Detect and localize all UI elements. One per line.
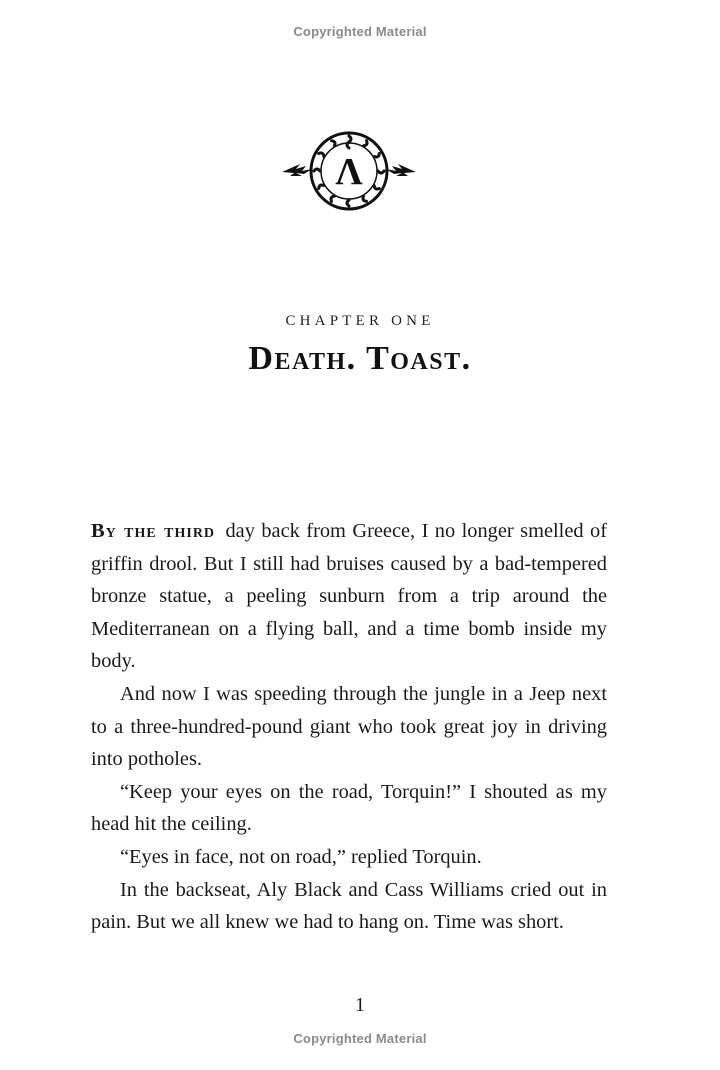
chapter-body (91, 515, 607, 939)
right-flourish-icon (386, 164, 416, 176)
lambda-wreath-emblem-icon (276, 124, 422, 216)
page-number: 1 (355, 994, 365, 1016)
paragraph-3: “Keep your eyes on the road, Torquin!” I shouted as my head hit the ceiling. (91, 780, 607, 836)
paragraph-4: “Eyes in face, not on road,” replied Torquin. (120, 845, 482, 868)
copyright-header: Copyrighted Material (293, 24, 427, 39)
chapter-number-label: CHAPTER ONE (285, 313, 435, 329)
copyright-footer: Copyrighted Material (293, 1031, 427, 1046)
lead-in-text: By the third (91, 520, 216, 542)
chapter-title: Death. Toast. (248, 340, 472, 377)
paragraph-1 (91, 515, 607, 678)
paragraph-2: And now I was speeding through the jungle in a Jeep next to a three-hundred-pound giant who took great joy in driving into potholes. (91, 682, 607, 771)
paragraph-1-text: day back from Greece, I no longer smelled of griffin drool. But I still had bruises caused by a bad-tempered bronze statue, a peeling sunburn from a trip around the Mediterranean on a flying ball, and a time bomb inside my body. (91, 520, 607, 673)
left-flourish-icon (282, 164, 312, 176)
emblem-letter: Λ (335, 151, 363, 193)
paragraph-5: In the backseat, Aly Black and Cass Williams cried out in pain. But we all knew we had to hang on. Time was short. (91, 878, 607, 934)
